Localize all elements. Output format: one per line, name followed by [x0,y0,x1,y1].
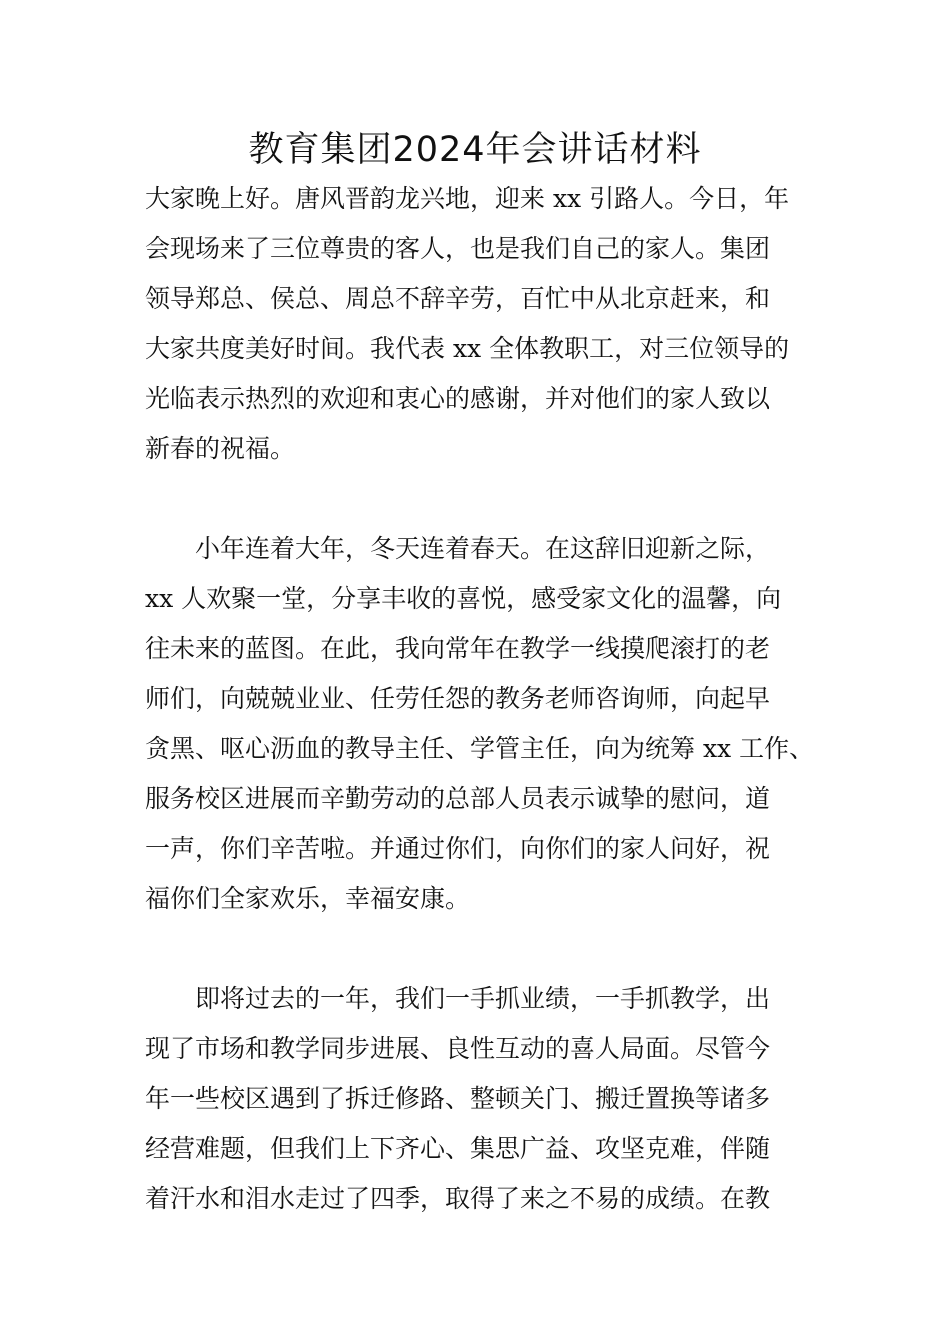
text-line: 经营难题，但我们上下齐心、集思广益、攻坚克难，伴随 [145,1134,771,1163]
paragraph [145,174,845,474]
text-line: 大家晚上好。唐风晋韵龙兴地，迎来 xx 引路人。今日，年 [145,184,790,213]
text-line: 福你们全家欢乐，幸福安康。 [145,884,471,913]
text-line: 一声，你们辛苦啦。并通过你们，向你们的家人问好，祝 [145,834,771,863]
text-line: 贪黑、呕心沥血的教导主任、学管主任，向为统筹 xx 工作、 [145,734,815,763]
document-body [145,174,845,1274]
text-line: xx 人欢聚一堂，分享丰收的喜悦，感受家文化的温馨，向 [145,584,782,613]
paragraph [145,524,845,924]
text-line: 年一些校区遇到了拆迁修路、整顿关门、搬迁置换等诸多 [145,1084,771,1113]
text-line: 师们，向兢兢业业、任劳任怨的教务老师咨询师，向起早 [145,684,771,713]
text-line: 着汗水和泪水走过了四季，取得了来之不易的成绩。在教 [145,1184,771,1213]
text-line: 领导郑总、侯总、周总不辞辛劳，百忙中从北京赶来，和 [145,284,771,313]
text-line: 即将过去的一年，我们一手抓业绩，一手抓教学，出 [195,984,771,1013]
text-line: 往未来的蓝图。在此，我向常年在教学一线摸爬滚打的老 [145,634,771,663]
document-title: 教育集团2024年会讲话材料 [248,130,702,170]
text-line: 大家共度美好时间。我代表 xx 全体教职工，对三位领导的 [145,334,790,363]
paragraph [145,974,845,1224]
text-line: 新春的祝福。 [145,434,296,463]
text-line: 小年连着大年，冬天连着春天。在这辞旧迎新之际， [195,534,771,563]
text-line: 现了市场和教学同步进展、良性互动的喜人局面。尽管今 [145,1034,771,1063]
text-line: 光临表示热烈的欢迎和衷心的感谢，并对他们的家人致以 [145,384,771,413]
text-line: 服务校区进展而辛勤劳动的总部人员表示诚挚的慰问，道 [145,784,771,813]
text-line: 会现场来了三位尊贵的客人，也是我们自己的家人。集团 [145,234,771,263]
